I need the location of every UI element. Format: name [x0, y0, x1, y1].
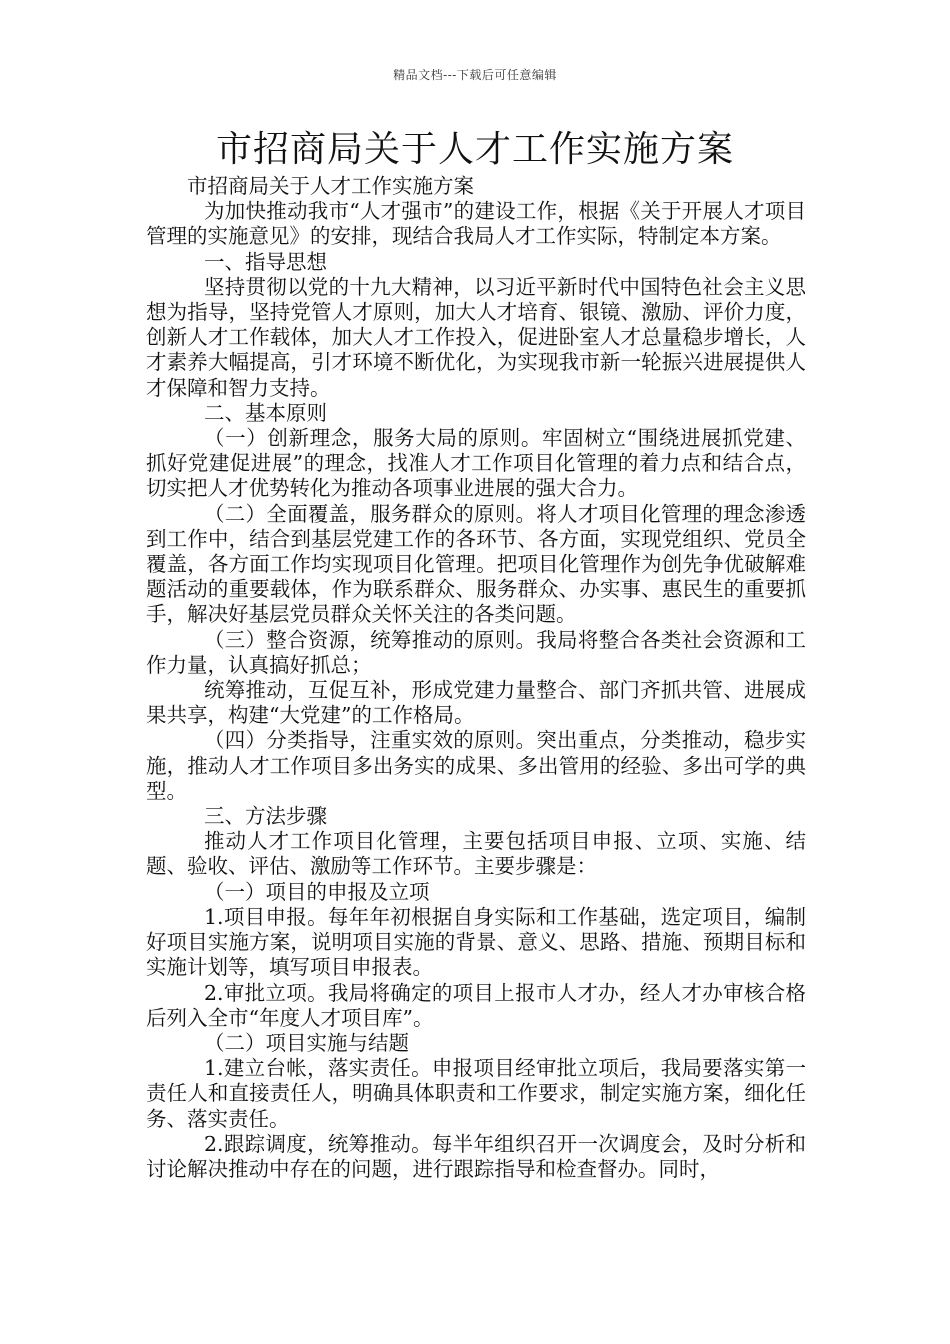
paragraph: 一、指导思想: [204, 249, 327, 274]
paragraph: 2.跟踪调度，统筹推动。每半年组织召开一次调度会，及时分析和讨论解决推动中存在的问题，进行跟踪指导和检查督办。同时，: [146, 1131, 806, 1181]
paragraph: 为加快推动我市“人才强市”的建设工作，根据《关于开展人才项目管理的实施意见》的安排，现结合我局人才工作实际，特制定本方案。: [146, 199, 806, 249]
paragraph: 1.项目申报。每年年初根据自身实际和工作基础，选定项目，编制好项目实施方案，说明项目实施的背景、意义、思路、措施、预期目标和实施计划等，填写项目申报表。: [146, 904, 806, 980]
paragraph: 二、基本原则: [204, 400, 327, 425]
paragraph: 推动人才工作项目化管理，主要包括项目申报、立项、实施、结题、验收、评估、激励等工作环节。主要步骤是：: [146, 829, 806, 879]
paragraph: 三、方法步骤: [204, 804, 327, 829]
paragraph: （四）分类指导，注重实效的原则。突出重点，分类推动，稳步实施，推动人才工作项目多出务实的成果、多出管用的经验、多出可学的典型。: [146, 728, 806, 803]
paragraph: （二）全面覆盖，服务群众的原则。将人才项目化管理的理念渗透到工作中，结合到基层党建工作的各环节、各方面，实现党组织、党员全覆盖，各方面工作均实现项目化管理。把项目化管理作为创先争优破解难题活动的重要载体，作为联系群众、服务群众、办实事、惠民生的重要抓手，解决好基层党员群众关怀关注的各类问题。: [146, 501, 806, 627]
paragraph: （一）项目的申报及立项: [204, 879, 430, 904]
document-body: [146, 174, 806, 1182]
paragraph: 统筹推动，互促互补，形成党建力量整合、部门齐抓共管、进展成果共享，构建“大党建”的工作格局。: [146, 678, 806, 728]
paragraph: 市招商局关于人才工作实施方案: [187, 174, 474, 198]
paragraph: （一）创新理念，服务大局的原则。牢固树立“围绕进展抓党建、抓好党建促进展”的理念，找准人才工作项目化管理的着力点和结合点，切实把人才优势转化为推动各项事业进展的强大合力。: [146, 426, 806, 501]
paragraph: 2.审批立项。我局将确定的项目上报市人才办，经人才办审核合格后列入全市“年度人才项目库”。: [146, 980, 806, 1030]
paragraph: 1.建立台帐，落实责任。申报项目经审批立项后，我局要落实第一责任人和直接责任人，明确具体职责和工作要求，制定实施方案，细化任务、落实责任。: [146, 1056, 806, 1131]
document-title: 市招商局关于人才工作实施方案: [215, 129, 734, 170]
paragraph: 坚持贯彻以党的十九大精神，以习近平新时代中国特色社会主义思想为指导，坚持党管人才原则，加大人才培育、银镜、激励、评价力度，创新人才工作载体，加大人才工作投入，促进卧室人才总量稳步增长，人才素养大幅提高，引才环境不断优化，为实现我市新一轮振兴进展提供人才保障和智力支持。: [146, 274, 806, 400]
paragraph: （三）整合资源，统筹推动的原则。我局将整合各类社会资源和工作力量，认真搞好抓总；: [146, 627, 806, 677]
paragraph: （二）项目实施与结题: [204, 1030, 409, 1055]
header-note: 精品文档---下载后可任意编辑: [393, 68, 557, 82]
